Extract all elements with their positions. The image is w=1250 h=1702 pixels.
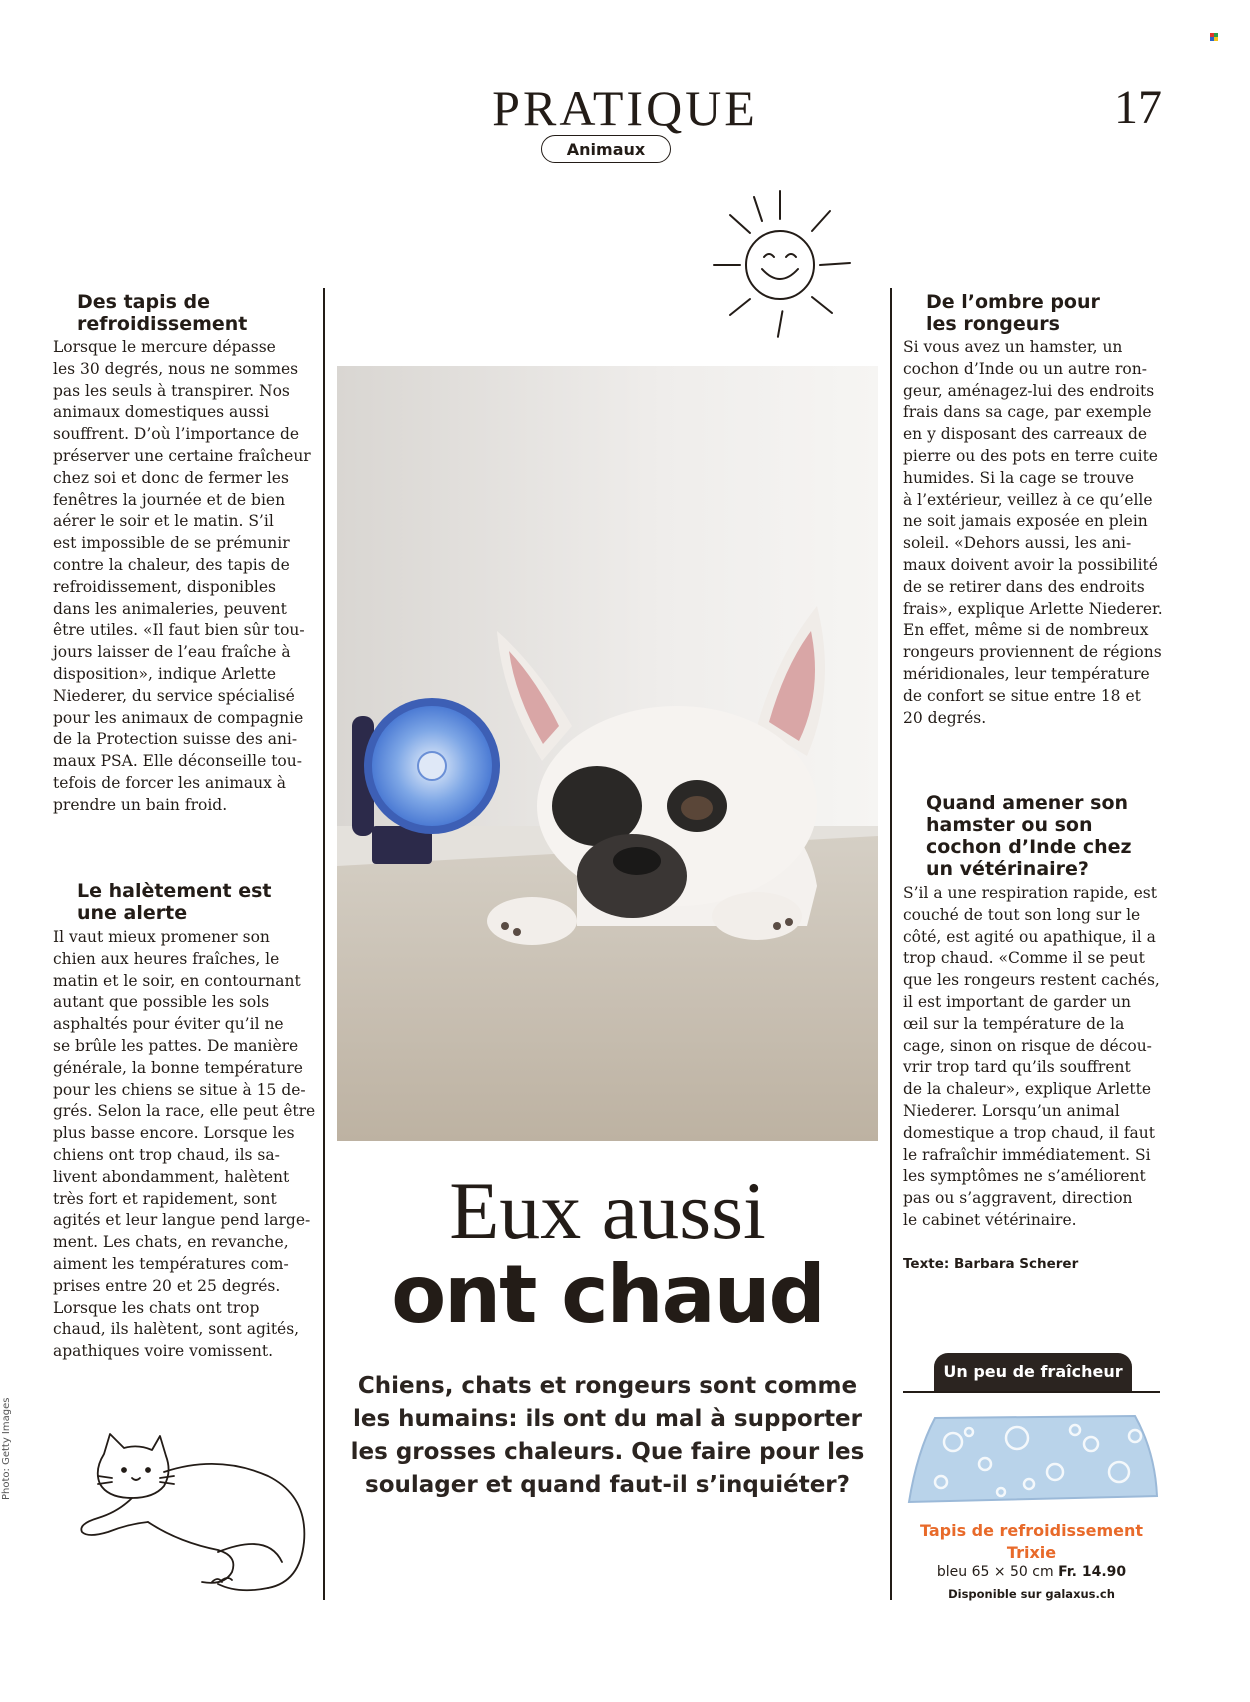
product-dimensions: bleu 65 × 50 cm (936, 1564, 1054, 1580)
text-line: humides. Si la cage se trouve (903, 468, 1135, 487)
product-price-line (903, 1564, 1160, 1580)
text-line: de la Protection suisse des ani- (53, 730, 298, 749)
text-line: œil sur la température de la (903, 1014, 1125, 1033)
heading-line: refroidissement (77, 313, 248, 335)
heading-line: De l’ombre pour (926, 291, 1100, 313)
text-line: aiment les températures com- (53, 1254, 289, 1273)
text-line: refroidissement, disponibles (53, 577, 276, 596)
text-line: Il vaut mieux promener son (53, 928, 270, 946)
left-body-2 (53, 927, 321, 1363)
right-body-2 (903, 883, 1193, 1232)
cooling-mat-image (905, 1412, 1160, 1508)
text-line: à l’extérieur, veillez à ce qu’elle (903, 490, 1153, 509)
text-line: le cabinet vétérinaire. (903, 1210, 1077, 1229)
text-line: que les rongeurs restent cachés, (903, 971, 1160, 990)
text-line: pour les animaux de compagnie (53, 708, 304, 727)
text-line: Niederer. Lorsqu’un animal (903, 1101, 1120, 1120)
text-line: de la chaleur», explique Arlette (903, 1080, 1152, 1099)
product-availability: Disponible sur galaxus.ch (948, 1587, 1115, 1601)
text-line: domestique a trop chaud, il faut (903, 1123, 1155, 1142)
text-line: les 30 degrés, nous ne sommes (53, 359, 299, 378)
text-line: ne soit jamais exposée en plein (903, 512, 1148, 531)
text-line: fenêtres la journée et de bien (53, 490, 286, 509)
article-title-line-1: Eux aussi (449, 1165, 766, 1256)
text-line: il est important de garder un (903, 992, 1132, 1011)
text-line: se brûle les pattes. De manière (53, 1036, 299, 1055)
text-line: très fort et rapidement, sont (53, 1189, 277, 1208)
text-line: cage, sinon on risque de décou- (903, 1036, 1152, 1055)
author-credit: Texte: Barbara Scherer (903, 1256, 1079, 1272)
section-title: PRATIQUE (492, 80, 758, 136)
text-line: tefois de forcer les animaux à (53, 773, 287, 792)
heading-line: cochon d’Inde chez (926, 836, 1132, 858)
text-line: chaud, ils halètent, sont agités, (53, 1320, 300, 1339)
column-divider-right (890, 288, 892, 1600)
text-line: maux PSA. Elle déconseille tou- (53, 752, 302, 771)
product-name-line: Tapis de refroidissement (919, 1521, 1144, 1540)
product-price: Fr. 14.90 (1058, 1564, 1127, 1580)
text-line: prendre un bain froid. (53, 795, 228, 814)
text-line: vrir trop tard qu’ils souffrent (903, 1058, 1131, 1077)
text-line: ment. Les chats, en revanche, (53, 1233, 289, 1252)
text-line: plus basse encore. Lorsque les (53, 1124, 295, 1143)
text-line: aérer le soir et le matin. S’il (53, 512, 274, 531)
text-line: pour les chiens se situe à 15 de- (53, 1080, 306, 1099)
text-line: S’il a une respiration rapide, est (903, 884, 1157, 902)
heading-line: Des tapis de (77, 291, 211, 313)
text-line: rongeurs proviennent de régions (903, 643, 1162, 662)
left-heading-1 (77, 291, 317, 335)
text-line: maux doivent avoir la possibilité (903, 555, 1158, 574)
text-line: chiens ont trop chaud, ils sa- (53, 1145, 280, 1164)
category-tag: Animaux (541, 135, 671, 163)
text-line: préserver une certaine fraîcheur (53, 446, 311, 465)
printer-mark-icon (1210, 33, 1220, 43)
product-box-tab: Un peu de fraîcheur (934, 1353, 1132, 1392)
text-line: asphaltés pour éviter qu’il ne (53, 1015, 284, 1034)
text-line: en y disposant des carreaux de (903, 425, 1148, 444)
text-line: Si vous avez un hamster, un (903, 338, 1123, 356)
text-line: soleil. «Dehors aussi, les ani- (903, 534, 1132, 553)
text-line: frais», explique Arlette Niederer. (903, 599, 1163, 618)
text-line: 20 degrés. (903, 708, 987, 727)
text-line: contre la chaleur, des tapis de (53, 555, 290, 574)
text-line: En effet, même si de nombreux (903, 621, 1149, 640)
text-line: prises entre 20 et 25 degrés. (53, 1276, 281, 1295)
text-line: de confort se situe entre 18 et (903, 686, 1141, 705)
text-line: geur, aménagez-lui des endroits (903, 381, 1155, 400)
sun-doodle-icon (700, 185, 860, 345)
text-line: grés. Selon la race, elle peut être (53, 1102, 316, 1121)
article-title-line-2: ont chaud (391, 1248, 824, 1341)
text-line: couché de tout son long sur le (903, 905, 1141, 924)
product-name (903, 1520, 1160, 1564)
text-line: autant que possible les sols (53, 993, 270, 1012)
text-line: générale, la bonne température (53, 1058, 303, 1077)
article-lead: Chiens, chats et rongeurs sont comme les humains: ils ont du mal à supporter les grosses chaleurs. Que faire pour les soulager et quand faut-il s’inquiéter? (350, 1373, 865, 1498)
text-line: disposition», indique Arlette (53, 664, 277, 683)
heading-line: une alerte (77, 902, 188, 924)
text-line: matin et le soir, en contournant (53, 971, 301, 990)
left-heading-2 (77, 880, 317, 924)
right-heading-2 (926, 792, 1186, 880)
text-line: pierre ou des pots en terre cuite (903, 446, 1158, 465)
heading-line: hamster ou son (926, 814, 1093, 836)
text-line: apathiques voire vomissent. (53, 1342, 274, 1361)
text-line: Niederer, du service spécialisé (53, 686, 295, 705)
product-box-rule (903, 1391, 1160, 1393)
text-line: cochon d’Inde ou un autre ron- (903, 359, 1147, 378)
text-line: souffrent. D’où l’importance de (53, 425, 300, 444)
text-line: chez soi et donc de fermer les (53, 468, 289, 487)
text-line: trop chaud. «Comme il se peut (903, 949, 1145, 968)
text-line: est impossible de se prémunir (53, 534, 290, 553)
photo-credit: Photo: Getty Images (1, 1397, 12, 1500)
column-divider-left (323, 288, 325, 1600)
text-line: être utiles. «Il faut bien sûr tou- (53, 621, 305, 640)
text-line: livent abondamment, halètent (53, 1167, 290, 1186)
text-line: jours laisser de l’eau fraîche à (53, 643, 291, 662)
heading-line: les rongeurs (926, 313, 1060, 335)
page-number: 17 (1114, 81, 1162, 134)
text-line: Lorsque les chats ont trop (53, 1298, 260, 1317)
heading-line: un vétérinaire? (926, 858, 1089, 880)
text-line: méridionales, leur température (903, 664, 1150, 683)
text-line: pas les seuls à transpirer. Nos (53, 381, 290, 400)
cat-doodle-icon (68, 1432, 318, 1597)
text-line: animaux domestiques aussi (53, 403, 270, 422)
text-line: côté, est agité ou apathique, il a (903, 927, 1156, 946)
text-line: chien aux heures fraîches, le (53, 949, 280, 968)
right-heading-1 (926, 291, 1166, 335)
dog-photo-illustration (337, 366, 878, 1141)
text-line: le rafraîchir immédiatement. Si (903, 1145, 1151, 1164)
heading-line: Quand amener son (926, 792, 1129, 814)
heading-line: Le halètement est (77, 880, 272, 902)
dog-fan-photo (337, 366, 878, 1141)
product-name-line: Trixie (1006, 1543, 1057, 1562)
left-body-1 (53, 337, 321, 817)
text-line: dans les animaleries, peuvent (53, 599, 287, 618)
text-line: de se retirer dans des endroits (903, 577, 1145, 596)
text-line: les symptômes ne s’améliorent (903, 1167, 1146, 1186)
text-line: pas ou s’aggravent, direction (903, 1189, 1133, 1208)
text-line: frais dans sa cage, par exemple (903, 403, 1152, 422)
text-line: agités et leur langue pend large- (53, 1211, 311, 1230)
right-body-1 (903, 337, 1193, 729)
text-line: Lorsque le mercure dépasse (53, 338, 276, 356)
